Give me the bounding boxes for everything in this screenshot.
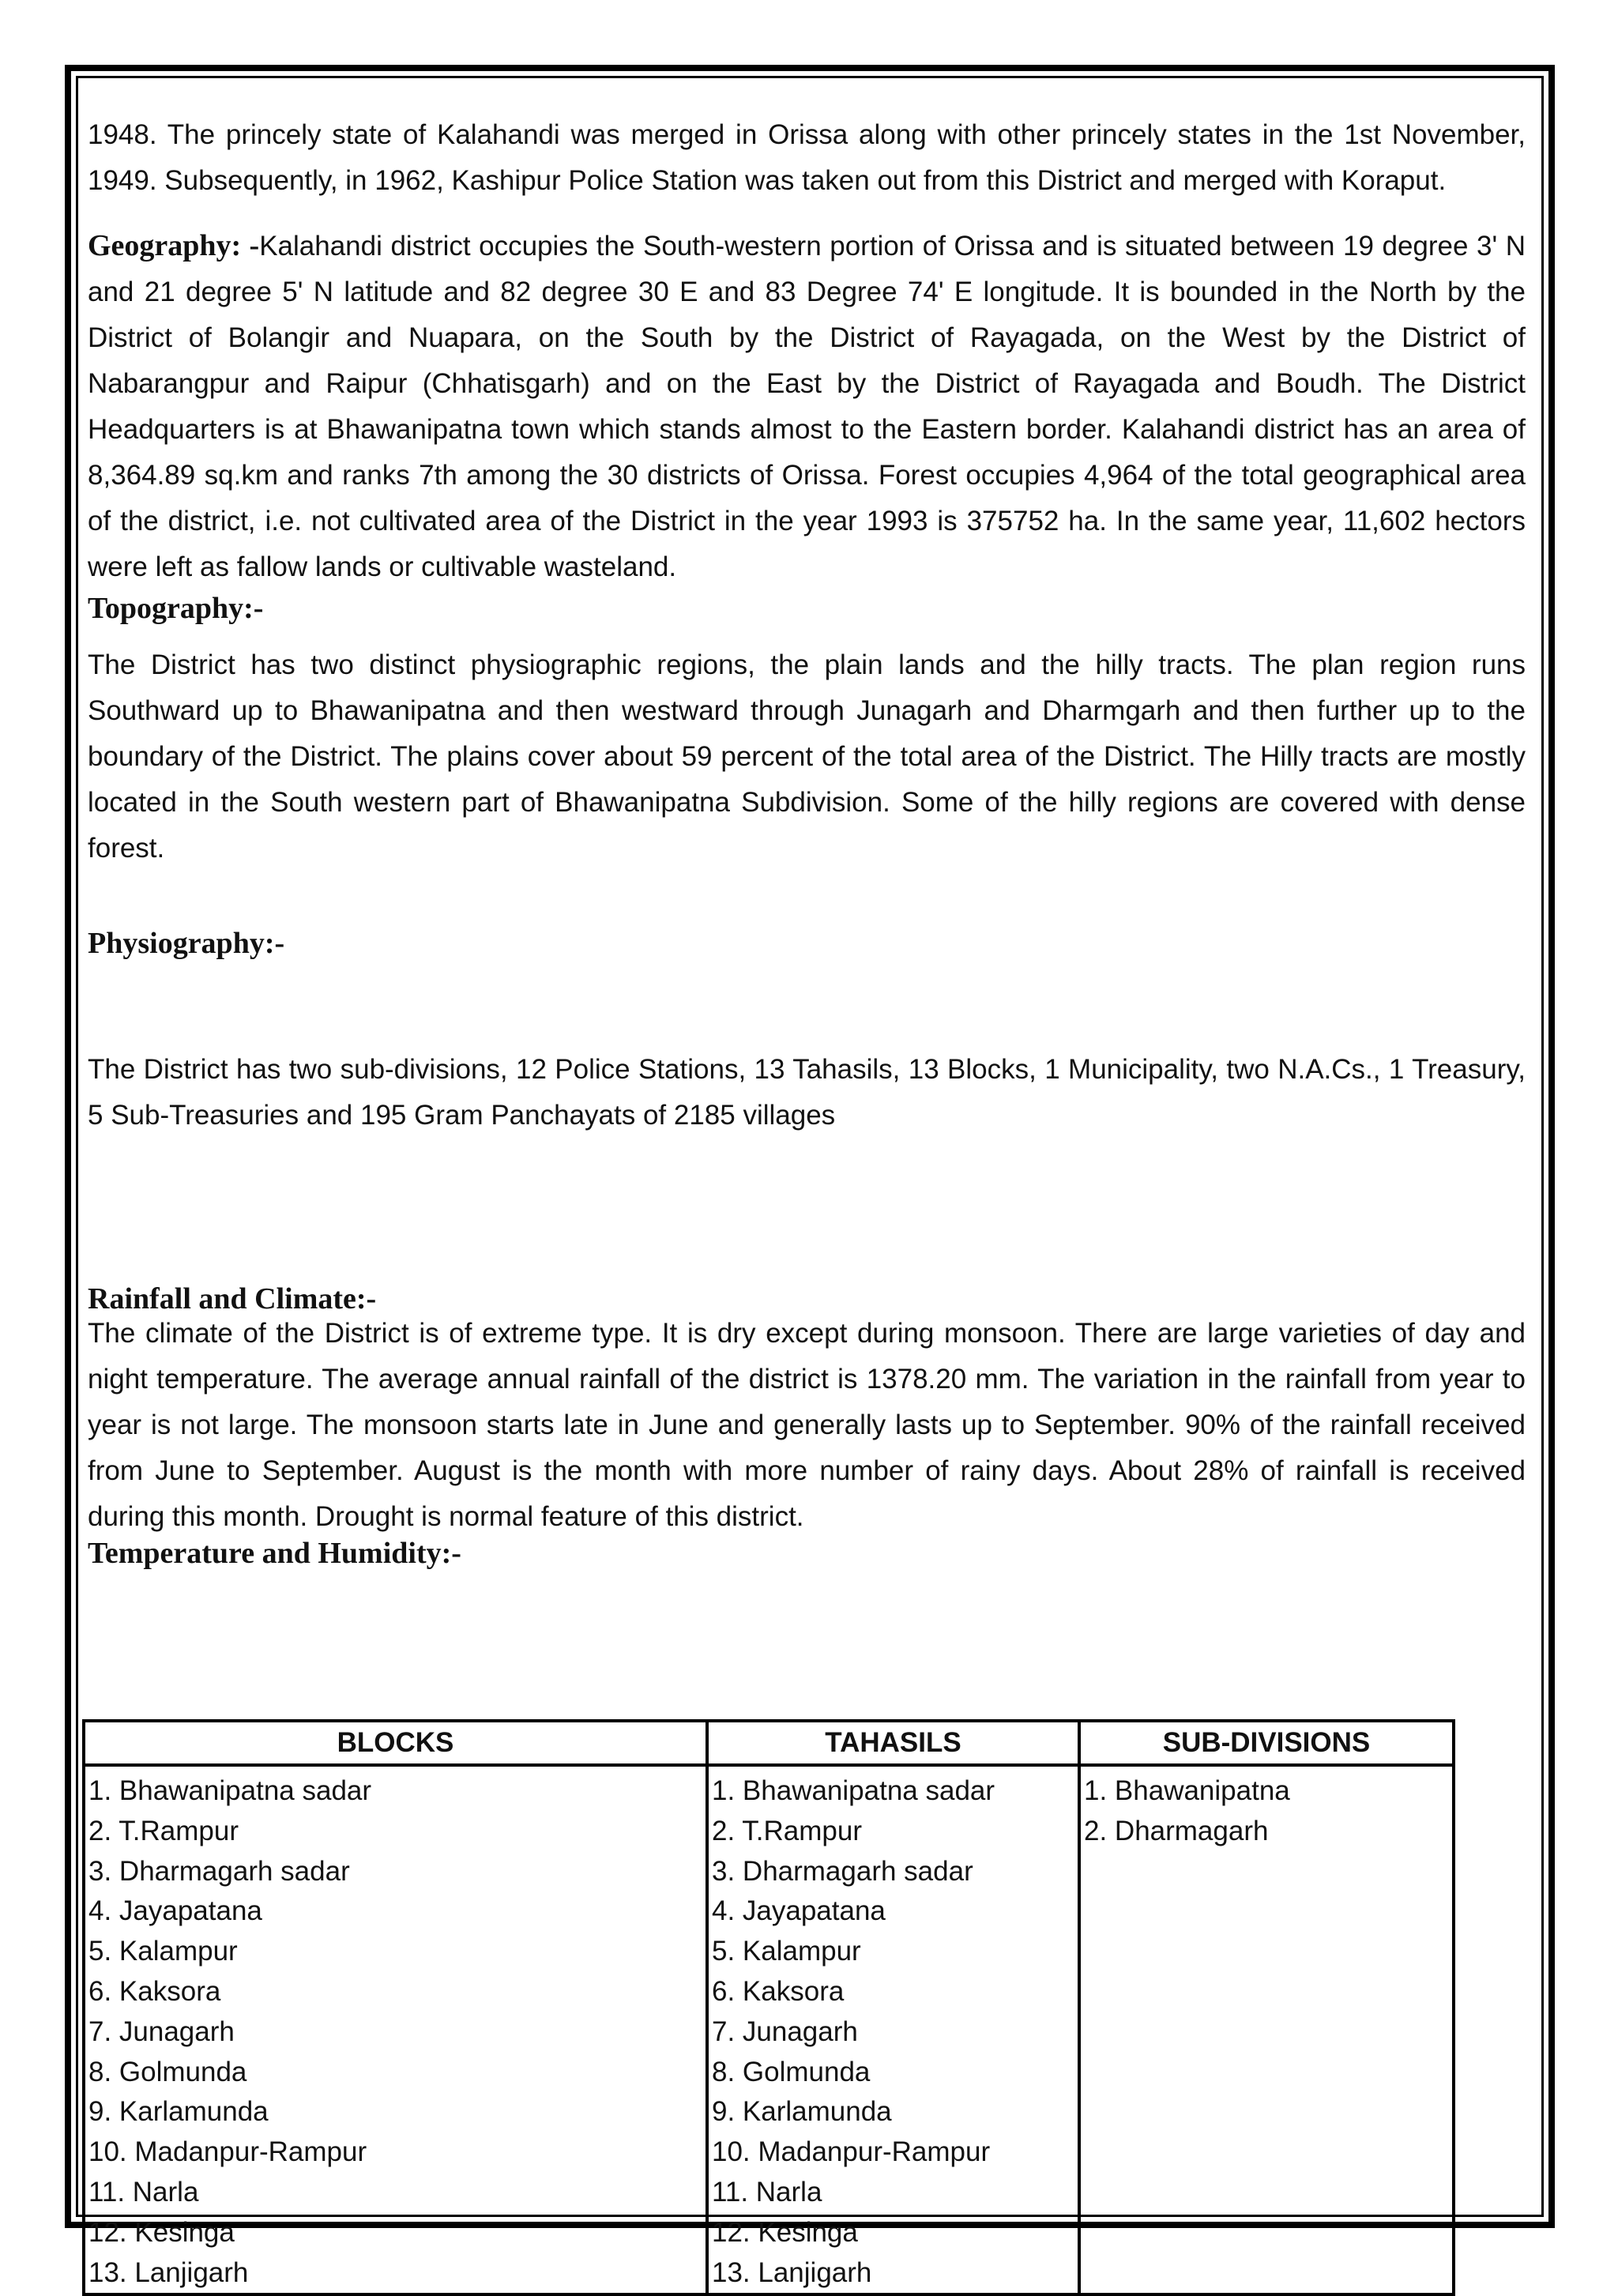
topography-heading: Topography:- [88,592,264,625]
subdivisions-column [1079,1765,1454,2294]
blocks-item: 11. Narla [88,2176,199,2208]
admin-units-table [82,1719,1452,2296]
tahasils-item: 1. Bhawanipatna sadar [712,1775,995,1806]
blocks-item: 3. Dharmagarh sadar [88,1855,350,1887]
tahasils-item: 7. Junagarh [712,2016,858,2047]
header-tahasils: TAHASILS [707,1721,1079,1765]
subdivisions-item: 1. Bhawanipatna [1084,1775,1290,1806]
blocks-item: 1. Bhawanipatna sadar [88,1775,372,1806]
physiography-heading: Physiography:- [88,927,285,960]
intro-paragraph: 1948. The princely state of Kalahandi was merged in Orissa along with other princely states in the 1st November, 1949. Subsequently, in 1962, Kashipur Police Station was taken out from this District and merged with Koraput. [88,119,1526,196]
geography-text: Kalahandi district occupies the South-western portion of Orissa and is situated between 19 degree 3' N and 21 degree 5' N latitude and 82 degree 30 E and 83 Degree 74' E longitude. It is bounded in the North by the District of Bolangir and Nuapara, on the South by the District of Rayagada, on the West by the District of Nabarangpur and Raipur (Chhatisgarh) and on the East by the District of Rayagada and Boudh. The District Headquarters is at Bhawanipatna town which stands almost to the Eastern border. Kalahandi district has an area of 8,364.89 sq.km and ranks 7th among the 30 districts of Orissa. Forest occupies 4,964 of the total geographical area of the district, i.e. not cultivated area of the District in the year 1993 is 375752 ha. In the same year, 11,602 hectors were left as fallow lands or cultivable wasteland. [88,231,1526,582]
tahasils-column [707,1765,1079,2294]
blocks-item: 10. Madanpur-Rampur [88,2136,367,2168]
blocks-item: 12. Kesinga [88,2216,235,2248]
tahasils-item: 3. Dharmagarh sadar [712,1855,973,1887]
document-body [88,112,1526,1571]
blocks-item: 5. Kalampur [88,1936,238,1967]
header-blocks: BLOCKS [84,1721,707,1765]
header-subdivisions: SUB-DIVISIONS [1079,1721,1454,1765]
tahasils-item: 4. Jayapatana [712,1895,886,1927]
blocks-item: 6. Kaksora [88,1975,221,2007]
blocks-item: 13. Lanjigarh [88,2256,249,2288]
tahasils-item: 10. Madanpur-Rampur [712,2136,991,2168]
physiography-paragraph: The District has two sub-divisions, 12 Police Stations, 13 Tahasils, 13 Blocks, 1 Municipality, two N.A.Cs., 1 Treasury, 5 Sub-Treasuries and 195 Gram Panchayats of 2185 villages [88,1054,1526,1131]
geography-heading: Geography: - [88,229,260,262]
tahasils-item: 13. Lanjigarh [712,2256,872,2288]
tahasils-item: 6. Kaksora [712,1975,845,2007]
tahasils-item: 8. Golmunda [712,2056,871,2087]
rainfall-heading: Rainfall and Climate:- [88,1282,377,1315]
blocks-column [84,1765,707,2294]
subdivisions-item: 2. Dharmagarh [1084,1815,1269,1846]
blocks-item: 2. T.Rampur [88,1815,239,1846]
temperature-heading: Temperature and Humidity:- [88,1537,461,1570]
rainfall-paragraph: The climate of the District is of extreme type. It is dry except during monsoon. There are large varieties of day and night temperature. The average annual rainfall of the district is 1378.20 mm. The variation in the rainfall from year to year is not large. The monsoon starts late in June and generally lasts up to September. 90% of the rainfall received from June to September. August is the month with more number of rainy days. About 28% of rainfall is received during this month. Drought is normal feature of this district. [88,1318,1526,1532]
geography-paragraph [88,223,1526,590]
blocks-item: 9. Karlamunda [88,2096,269,2128]
tahasils-item: 5. Kalampur [712,1936,861,1967]
blocks-item: 8. Golmunda [88,2056,247,2087]
tahasils-item: 2. T.Rampur [712,1815,862,1846]
tahasils-item: 11. Narla [712,2176,822,2208]
blocks-item: 4. Jayapatana [88,1895,262,1927]
tahasils-item: 12. Kesinga [712,2216,858,2248]
topography-paragraph: The District has two distinct physiographic regions, the plain lands and the hilly tracts. The plan region runs Southward up to Bhawanipatna and then westward through Junagarh and Dharmgarh and then further up to the boundary of the District. The plains cover about 59 percent of the total area of the District. The Hilly tracts are mostly located in the South western part of Bhawanipatna Subdivision. Some of the hilly regions are covered with dense forest. [88,649,1526,864]
tahasils-item: 9. Karlamunda [712,2096,892,2128]
blocks-item: 7. Junagarh [88,2016,235,2047]
